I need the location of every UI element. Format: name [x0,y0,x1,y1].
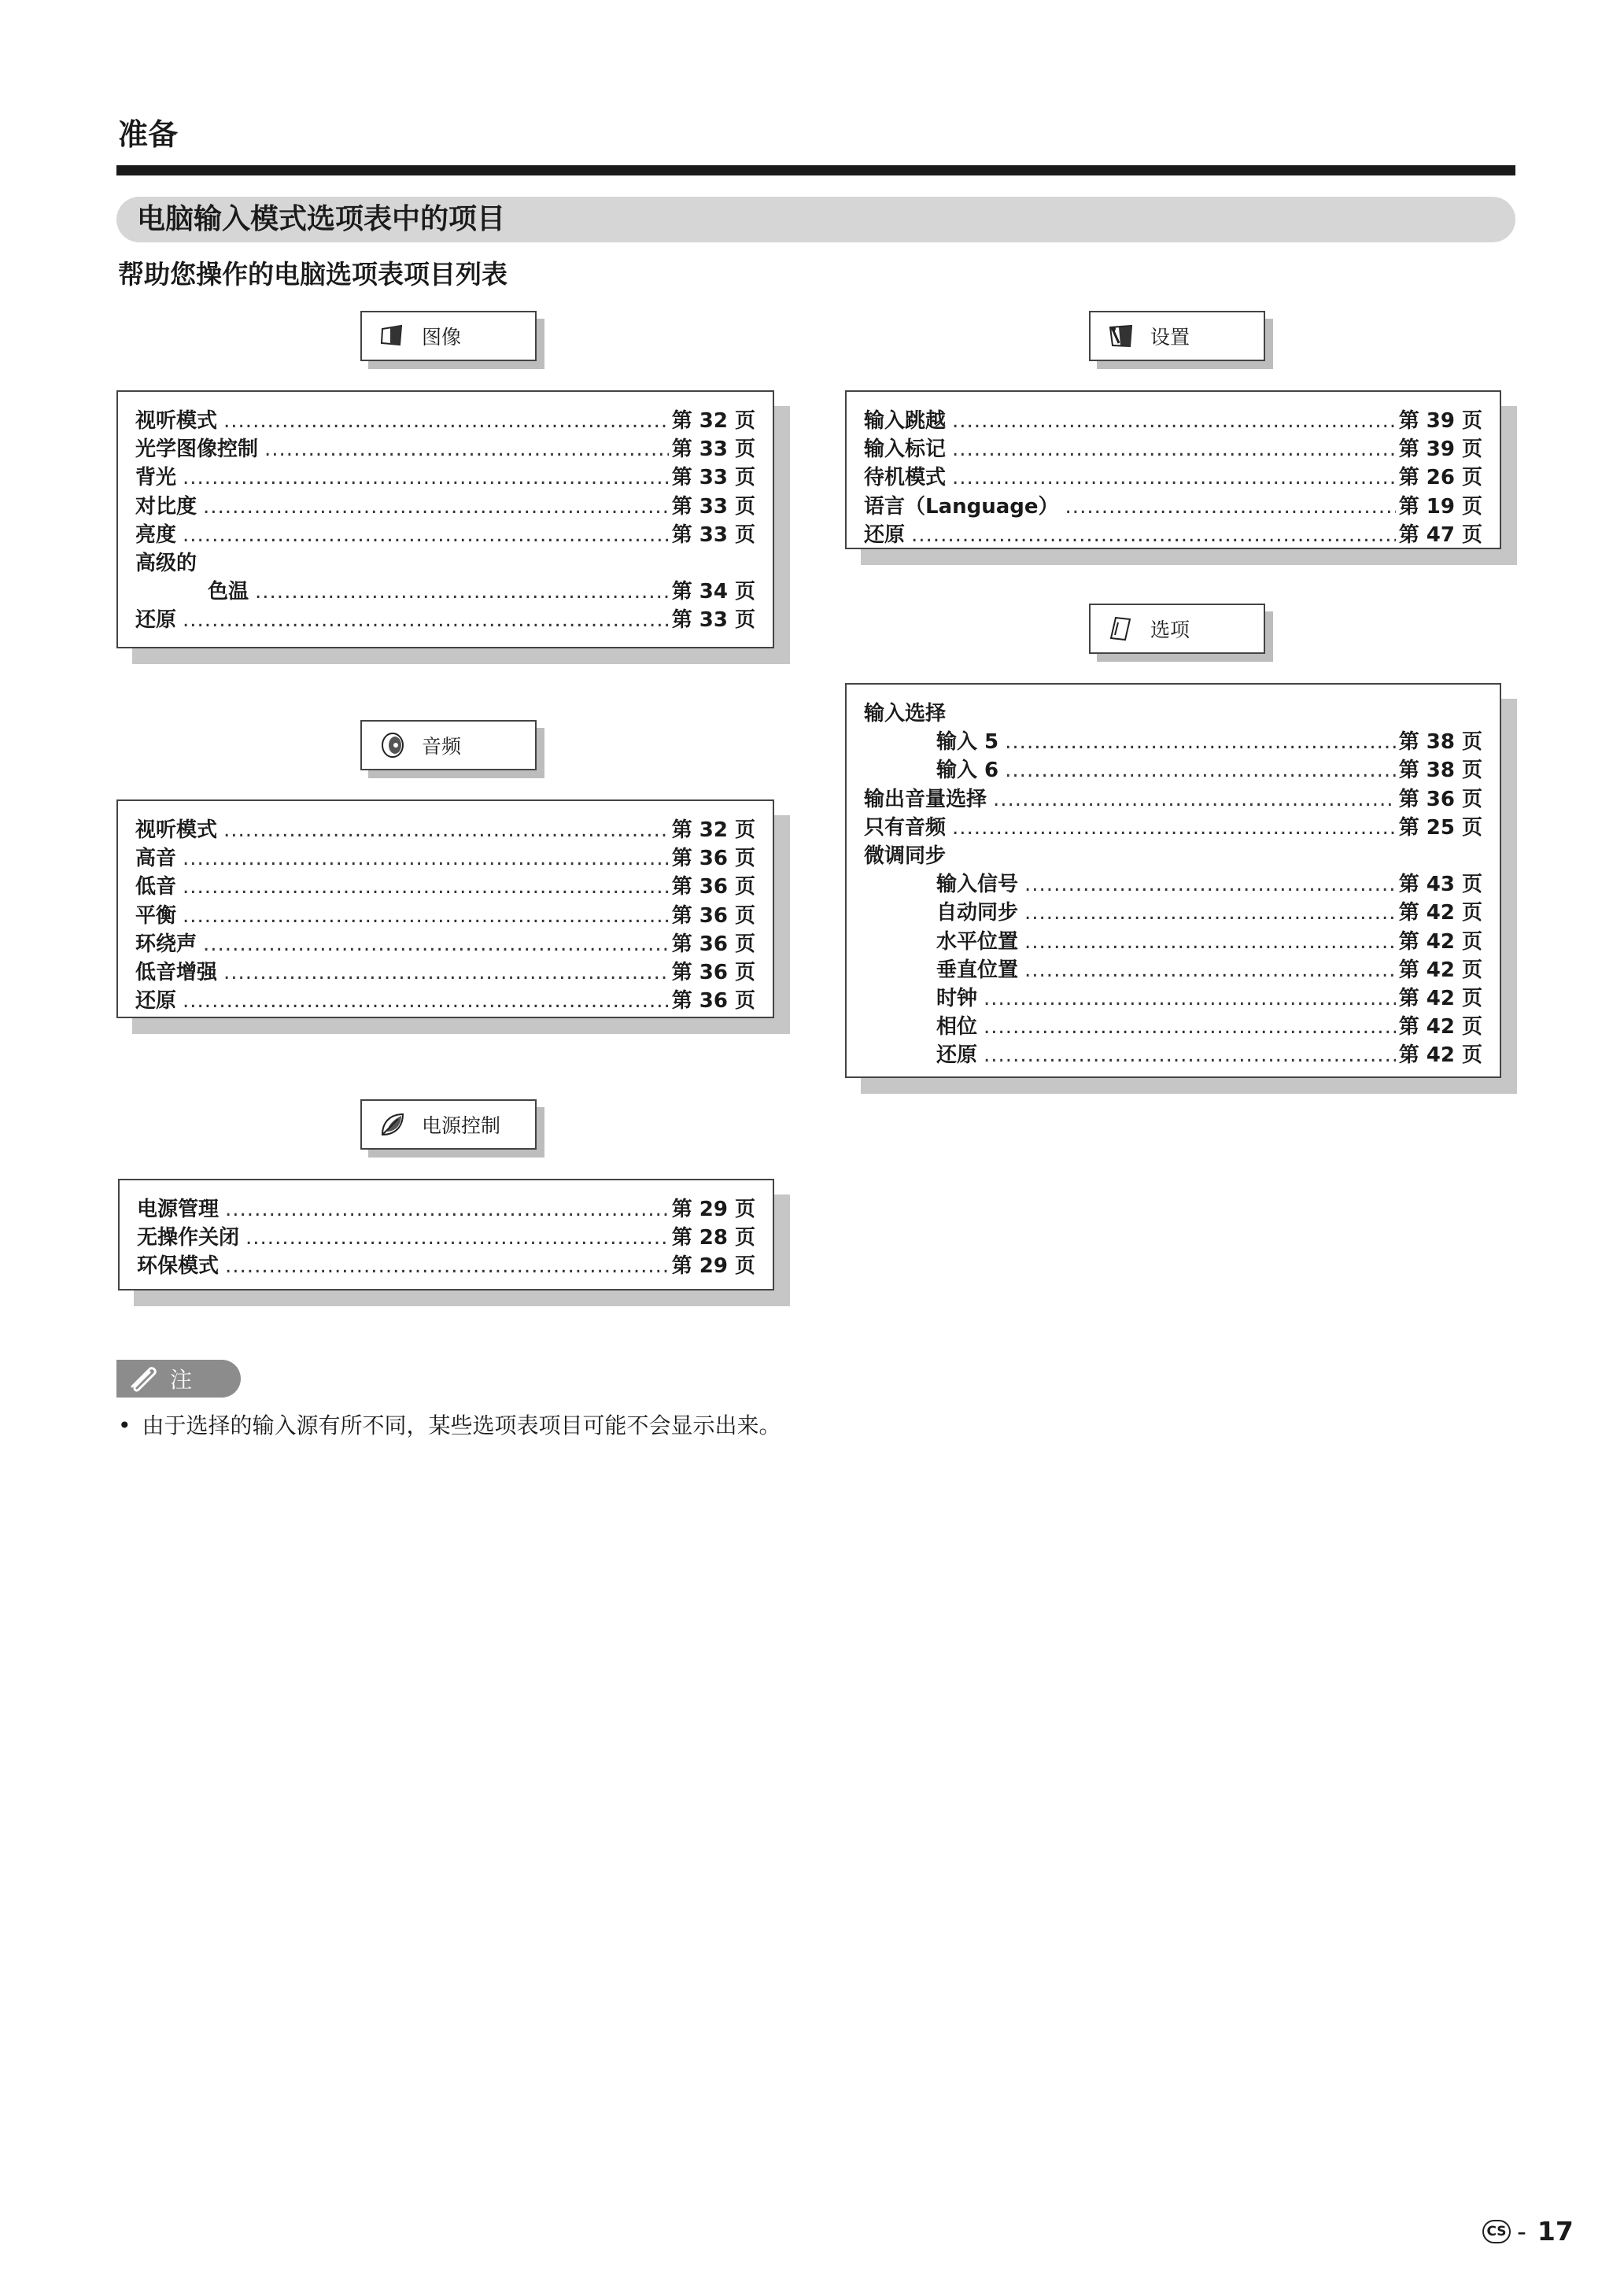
paperclip-icon [126,1364,161,1393]
list-item: 无操作关闭 ..... 第 28 页 [137,1221,755,1250]
list-item: 输入标记 ..... 第 39 页 [864,433,1482,461]
tag-label: 图像 [422,326,462,349]
list-item: 还原 ..... 第 33 页 [135,604,755,632]
list-item: 亮度 ..... 第 33 页 [135,519,755,547]
list-item: 低音增强 ..... 第 36 页 [135,956,755,984]
list-item: 光学图像控制 ..... 第 33 页 [135,433,755,461]
tag-label: 设置 [1150,326,1190,349]
list-item: 相位 ..... 第 42 页 [864,1010,1482,1039]
tag-option [1089,604,1265,654]
footer-separator: - [1517,2216,1526,2247]
list-item: 环绕声 ..... 第 36 页 [135,928,755,956]
list-item: 输入 5 ..... 第 38 页 [864,726,1482,754]
section-title: 准备 [118,117,179,152]
list-item: 视听模式 ..... 第 32 页 [135,814,755,842]
subtitle: 帮助您操作的电脑选项表项目列表 [118,259,507,290]
list-item: 水平位置 ..... 第 42 页 [864,925,1482,954]
list-item: 背光 ..... 第 33 页 [135,461,755,489]
tag-picture [360,311,537,361]
list-item-header: 高级的 [135,551,197,575]
list-item: 输入信号 ..... 第 43 页 [864,868,1482,896]
tag-label: 选项 [1150,618,1190,641]
tools-icon [1108,323,1135,349]
list-item: 输入跳越 ..... 第 39 页 [864,404,1482,433]
list-item: 垂直位置 ..... 第 42 页 [864,954,1482,982]
page-footer [1482,2216,1574,2247]
list-item: 语言（Language） ..... 第 19 页 [864,490,1482,519]
list-item: 色温 ..... 第 34 页 [135,575,755,604]
note-label [116,1360,241,1398]
note-text: 由于选择的输入源有所不同，某些选项表项目可能不会显示出来。 [142,1412,781,1438]
page-title: 电脑输入模式选项表中的项目 [116,197,1515,242]
list-item: 待机模式 ..... 第 26 页 [864,461,1482,489]
list-item: 对比度 ..... 第 33 页 [135,490,755,519]
picture-icon [379,323,406,349]
list-item: 自动同步 ..... 第 42 页 [864,896,1482,925]
list-item: 环保模式 ..... 第 29 页 [137,1250,755,1278]
list-item: 时钟 ..... 第 42 页 [864,982,1482,1010]
list-item: 电源管理 ..... 第 29 页 [137,1193,755,1221]
list-item: 只有音频 ..... 第 25 页 [864,811,1482,840]
list-item: 视听模式 ..... 第 32 页 [135,404,755,433]
list-item: 还原 ..... 第 42 页 [864,1039,1482,1067]
bullet-icon: • [118,1412,131,1438]
tag-label: 音频 [422,735,462,758]
option-icon [1108,615,1135,642]
list-item: 还原 ..... 第 36 页 [135,984,755,1013]
list-item: 平衡 ..... 第 36 页 [135,899,755,928]
list-item: 输入 6 ..... 第 38 页 [864,754,1482,782]
list-item-header: 微调同步 [864,844,947,868]
tag-power-control [360,1099,537,1150]
language-badge: CS [1482,2220,1511,2243]
note-item [118,1409,781,1440]
tag-label: 电源控制 [422,1114,501,1137]
speaker-icon [379,732,406,759]
tag-audio [360,720,537,770]
list-item: 低音 ..... 第 36 页 [135,870,755,899]
page-number: 17 [1537,2216,1574,2247]
top-rule [116,165,1515,175]
tag-setup [1089,311,1265,361]
list-item: 高音 ..... 第 36 页 [135,842,755,870]
list-item-header: 输入选择 [864,702,947,726]
list-item: 还原 ..... 第 47 页 [864,519,1482,547]
leaf-icon [379,1111,406,1138]
note-title: 注 [170,1367,193,1393]
list-item: 输出音量选择 ..... 第 36 页 [864,783,1482,811]
